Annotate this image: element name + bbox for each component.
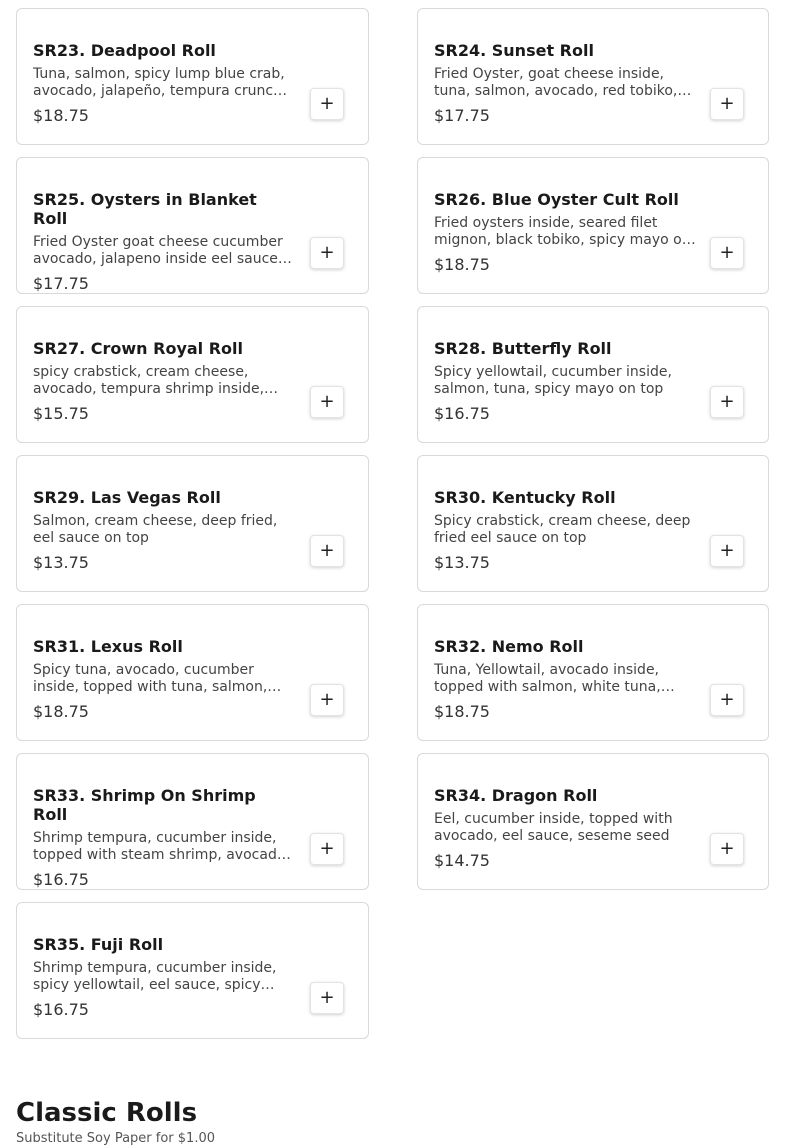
menu-item-description: Spicy crabstick, cream cheese, deep fried eel sauce on top bbox=[434, 513, 691, 546]
menu-item-price: $14.75 bbox=[434, 851, 490, 870]
menu-item-info bbox=[33, 637, 295, 721]
menu-item-price: $18.75 bbox=[434, 702, 490, 721]
menu-item-description: Fried oysters inside, seared filet mignon, black tobiko, spicy mayo on bbox=[434, 215, 691, 248]
plus-icon: + bbox=[319, 93, 335, 114]
menu-item-price: $17.75 bbox=[434, 106, 490, 125]
plus-icon: + bbox=[319, 540, 335, 561]
menu-item-info bbox=[434, 786, 696, 870]
menu-item-description: Tuna, Yellowtail, avocado inside, topped with salmon, white tuna, bbox=[434, 662, 661, 695]
menu-item-card[interactable] bbox=[417, 455, 769, 592]
menu-item-title: SR23. Deadpool Roll bbox=[33, 41, 216, 60]
menu-item-price: $13.75 bbox=[434, 553, 490, 572]
plus-icon: + bbox=[719, 838, 735, 859]
menu-item-description: Spicy yellowtail, cucumber inside, salmon, tuna, spicy mayo on top bbox=[434, 364, 672, 397]
menu-item-price: $13.75 bbox=[33, 553, 89, 572]
menu-item-description: Spicy tuna, avocado, cucumber inside, topped with tuna, salmon, bbox=[33, 662, 268, 695]
menu-item-description: Fried Oyster goat cheese cucumber avocado, jalapeno inside eel sauce bbox=[33, 234, 283, 267]
menu-item-price: $16.75 bbox=[33, 870, 89, 889]
menu-item-card[interactable] bbox=[16, 455, 369, 592]
add-to-cart-button[interactable] bbox=[710, 684, 744, 716]
menu-item-card[interactable] bbox=[16, 306, 369, 443]
menu-item-card[interactable] bbox=[417, 8, 769, 145]
menu-items-grid bbox=[16, 8, 769, 1039]
menu-item-info bbox=[33, 190, 295, 293]
menu-item-title: SR32. Nemo Roll bbox=[434, 637, 584, 656]
menu-item-title: SR33. Shrimp On Shrimp Roll bbox=[33, 786, 256, 824]
menu-item-card[interactable] bbox=[417, 306, 769, 443]
plus-icon: + bbox=[719, 93, 735, 114]
menu-item-price: $17.75 bbox=[33, 274, 89, 293]
menu-item-card[interactable] bbox=[16, 753, 369, 890]
add-to-cart-button[interactable] bbox=[310, 88, 344, 120]
plus-icon: + bbox=[319, 987, 335, 1008]
menu-item-description: Salmon, cream cheese, deep fried, eel sauce on top bbox=[33, 513, 278, 546]
plus-icon: + bbox=[319, 242, 335, 263]
section-subtitle: Substitute Soy Paper for $1.00 bbox=[16, 1131, 215, 1146]
menu-item-title: SR31. Lexus Roll bbox=[33, 637, 183, 656]
add-to-cart-button[interactable] bbox=[710, 833, 744, 865]
menu-item-description: Tuna, salmon, spicy lump blue crab, avocado, jalapeño, tempura crunch, bbox=[33, 66, 287, 99]
menu-item-info bbox=[434, 190, 696, 274]
add-to-cart-button[interactable] bbox=[710, 237, 744, 269]
section-title: Classic Rolls bbox=[16, 1098, 198, 1128]
add-to-cart-button[interactable] bbox=[710, 88, 744, 120]
menu-item-title: SR24. Sunset Roll bbox=[434, 41, 594, 60]
menu-item-card[interactable] bbox=[16, 8, 369, 145]
plus-icon: + bbox=[719, 540, 735, 561]
menu-item-card[interactable] bbox=[16, 902, 369, 1039]
menu-item-info bbox=[33, 786, 295, 889]
add-to-cart-button[interactable] bbox=[310, 982, 344, 1014]
add-to-cart-button[interactable] bbox=[310, 237, 344, 269]
menu-item-price: $18.75 bbox=[33, 702, 89, 721]
menu-item-card[interactable] bbox=[417, 753, 769, 890]
menu-item-price: $18.75 bbox=[33, 106, 89, 125]
menu-item-info bbox=[33, 339, 295, 423]
menu-item-info bbox=[434, 339, 696, 423]
menu-item-price: $16.75 bbox=[33, 1000, 89, 1019]
menu-item-info bbox=[33, 488, 295, 572]
menu-item-title: SR27. Crown Royal Roll bbox=[33, 339, 243, 358]
menu-item-description: Shrimp tempura, cucumber inside, spicy yellowtail, eel sauce, spicy bbox=[33, 960, 277, 993]
menu-item-price: $15.75 bbox=[33, 404, 89, 423]
menu-item-info bbox=[33, 41, 295, 125]
menu-item-info bbox=[434, 41, 696, 125]
plus-icon: + bbox=[319, 838, 335, 859]
menu-item-card[interactable] bbox=[16, 604, 369, 741]
menu-item-title: SR35. Fuji Roll bbox=[33, 935, 164, 954]
plus-icon: + bbox=[719, 242, 735, 263]
add-to-cart-button[interactable] bbox=[310, 535, 344, 567]
menu-item-price: $16.75 bbox=[434, 404, 490, 423]
menu-item-info bbox=[33, 935, 295, 1019]
menu-item-description: Eel, cucumber inside, topped with avocado, eel sauce, seseme seed bbox=[434, 811, 673, 844]
plus-icon: + bbox=[719, 689, 735, 710]
add-to-cart-button[interactable] bbox=[310, 684, 344, 716]
add-to-cart-button[interactable] bbox=[310, 386, 344, 418]
plus-icon: + bbox=[319, 689, 335, 710]
add-to-cart-button[interactable] bbox=[710, 535, 744, 567]
menu-item-title: SR25. Oysters in Blanket Roll bbox=[33, 190, 257, 228]
add-to-cart-button[interactable] bbox=[710, 386, 744, 418]
menu-item-info bbox=[434, 637, 696, 721]
menu-item-description: spicy crabstick, cream cheese, avocado, tempura shrimp inside, bbox=[33, 364, 265, 397]
menu-item-card[interactable] bbox=[417, 157, 769, 294]
menu-item-price: $18.75 bbox=[434, 255, 490, 274]
menu-item-description: Shrimp tempura, cucumber inside, topped with steam shrimp, avocado, bbox=[33, 830, 290, 863]
menu-item-title: SR26. Blue Oyster Cult Roll bbox=[434, 190, 679, 209]
menu-item-info bbox=[434, 488, 696, 572]
menu-item-title: SR28. Butterfly Roll bbox=[434, 339, 612, 358]
menu-item-description: Fried Oyster, goat cheese inside, tuna, salmon, avocado, red tobiko, bbox=[434, 66, 678, 99]
menu-item-title: SR34. Dragon Roll bbox=[434, 786, 598, 805]
menu-item-card[interactable] bbox=[16, 157, 369, 294]
plus-icon: + bbox=[719, 391, 735, 412]
menu-item-title: SR30. Kentucky Roll bbox=[434, 488, 616, 507]
add-to-cart-button[interactable] bbox=[310, 833, 344, 865]
plus-icon: + bbox=[319, 391, 335, 412]
menu-item-card[interactable] bbox=[417, 604, 769, 741]
menu-item-title: SR29. Las Vegas Roll bbox=[33, 488, 221, 507]
